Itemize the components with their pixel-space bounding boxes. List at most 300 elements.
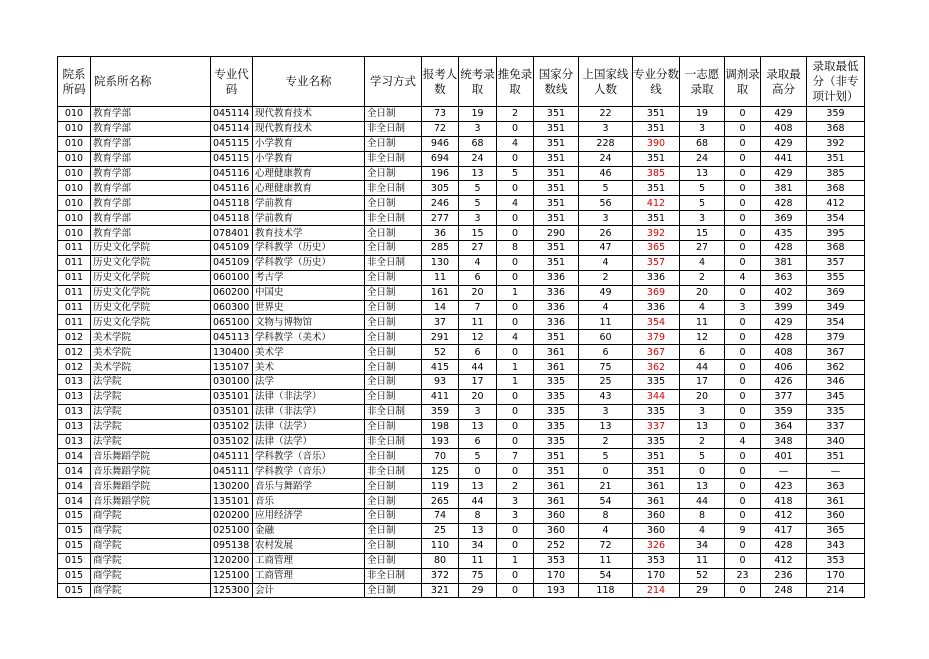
cell-national-line: 360 — [534, 523, 579, 538]
cell-dept-name: 美术学院 — [91, 345, 211, 360]
cell-major-name: 小学教育 — [253, 136, 365, 151]
cell-national-line: 351 — [534, 181, 579, 196]
cell-study-mode: 全日制 — [365, 270, 422, 285]
cell-dept-code: 013 — [58, 434, 91, 449]
cell-dept-code: 011 — [58, 285, 91, 300]
cell-min-score: 345 — [807, 389, 865, 404]
cell-applicants: 305 — [422, 181, 459, 196]
cell-dept-code: 015 — [58, 553, 91, 568]
cell-applicants: 321 — [422, 583, 459, 598]
cell-dept-code: 010 — [58, 151, 91, 166]
cell-major-name: 学科教学（音乐） — [253, 464, 365, 479]
header-dept-code: 院系所码 — [58, 57, 91, 107]
cell-min-score: 367 — [807, 345, 865, 360]
cell-applicants: 277 — [422, 211, 459, 226]
cell-applicants: 73 — [422, 107, 459, 122]
cell-unified-admitted: 11 — [459, 553, 497, 568]
cell-min-score: — — [807, 464, 865, 479]
cell-min-score: 395 — [807, 226, 865, 241]
cell-exempt-admitted: 5 — [497, 166, 534, 181]
cell-max-score: 401 — [761, 449, 807, 464]
cell-study-mode: 全日制 — [365, 107, 422, 122]
cell-first-choice: 2 — [680, 270, 725, 285]
cell-major-name: 小学教育 — [253, 151, 365, 166]
cell-study-mode: 全日制 — [365, 360, 422, 375]
cell-adjusted: 0 — [725, 151, 761, 166]
cell-dept-code: 010 — [58, 121, 91, 136]
cell-study-mode: 全日制 — [365, 241, 422, 256]
cell-exempt-admitted: 4 — [497, 196, 534, 211]
cell-dept-name: 商学院 — [91, 583, 211, 598]
cell-study-mode: 非全日制 — [365, 464, 422, 479]
cell-max-score: 429 — [761, 136, 807, 151]
cell-major-code: 035102 — [211, 419, 253, 434]
cell-dept-code: 015 — [58, 523, 91, 538]
cell-adjusted: 0 — [725, 404, 761, 419]
cell-major-code: 030100 — [211, 375, 253, 390]
cell-exempt-admitted: 0 — [497, 583, 534, 598]
cell-study-mode: 全日制 — [365, 226, 422, 241]
cell-major-name: 世界史 — [253, 300, 365, 315]
cell-study-mode: 全日制 — [365, 553, 422, 568]
cell-major-code: 045115 — [211, 136, 253, 151]
cell-major-line: 336 — [633, 300, 680, 315]
cell-exempt-admitted: 4 — [497, 136, 534, 151]
cell-major-line: 369 — [633, 285, 680, 300]
cell-major-line: 351 — [633, 449, 680, 464]
cell-major-name: 文物与博物馆 — [253, 315, 365, 330]
cell-major-name: 心理健康教育 — [253, 166, 365, 181]
cell-dept-code: 015 — [58, 509, 91, 524]
cell-major-name: 法律（法学） — [253, 434, 365, 449]
table-row — [58, 404, 865, 419]
cell-study-mode: 全日制 — [365, 449, 422, 464]
header-major-code: 专业代码 — [211, 57, 253, 107]
cell-first-choice: 11 — [680, 553, 725, 568]
cell-min-score: 361 — [807, 494, 865, 509]
cell-major-line: 170 — [633, 568, 680, 583]
cell-national-line: 351 — [534, 107, 579, 122]
cell-unified-admitted: 75 — [459, 568, 497, 583]
cell-study-mode: 全日制 — [365, 300, 422, 315]
table-row — [58, 107, 865, 122]
cell-adjusted: 0 — [725, 330, 761, 345]
table-row — [58, 345, 865, 360]
cell-adjusted: 0 — [725, 494, 761, 509]
table-body — [58, 107, 865, 598]
cell-major-name: 心理健康教育 — [253, 181, 365, 196]
cell-major-name: 会计 — [253, 583, 365, 598]
cell-study-mode: 非全日制 — [365, 255, 422, 270]
cell-applicants: 74 — [422, 509, 459, 524]
cell-adjusted: 0 — [725, 553, 761, 568]
cell-major-line: 365 — [633, 241, 680, 256]
cell-major-code: 035101 — [211, 404, 253, 419]
cell-national-line: 252 — [534, 538, 579, 553]
cell-national-line: 170 — [534, 568, 579, 583]
header-national-line: 国家分数线 — [534, 57, 579, 107]
cell-national-line: 336 — [534, 285, 579, 300]
cell-exempt-admitted: 0 — [497, 121, 534, 136]
cell-first-choice: 24 — [680, 151, 725, 166]
cell-major-line: 351 — [633, 181, 680, 196]
cell-max-score: 423 — [761, 479, 807, 494]
cell-unified-admitted: 3 — [459, 121, 497, 136]
cell-min-score: 354 — [807, 315, 865, 330]
cell-major-line: 390 — [633, 136, 680, 151]
cell-dept-code: 010 — [58, 181, 91, 196]
cell-applicants: 130 — [422, 255, 459, 270]
cell-min-score: 351 — [807, 151, 865, 166]
cell-above-line-count: 3 — [579, 404, 633, 419]
cell-first-choice: 34 — [680, 538, 725, 553]
header-applicants: 报考人数 — [422, 57, 459, 107]
cell-adjusted: 4 — [725, 434, 761, 449]
cell-major-code: 060300 — [211, 300, 253, 315]
cell-dept-code: 012 — [58, 345, 91, 360]
cell-major-line: 361 — [633, 479, 680, 494]
cell-dept-code: 010 — [58, 107, 91, 122]
cell-applicants: 694 — [422, 151, 459, 166]
cell-major-name: 法律（非法学） — [253, 389, 365, 404]
cell-major-code: 045111 — [211, 464, 253, 479]
cell-adjusted: 0 — [725, 211, 761, 226]
cell-dept-name: 历史文化学院 — [91, 315, 211, 330]
cell-major-code: 095138 — [211, 538, 253, 553]
cell-major-name: 学前教育 — [253, 196, 365, 211]
cell-major-code: 045113 — [211, 330, 253, 345]
cell-adjusted: 0 — [725, 255, 761, 270]
cell-major-name: 工商管理 — [253, 568, 365, 583]
cell-min-score: 360 — [807, 509, 865, 524]
header-min-score: 录取最低分（非专项计划） — [807, 57, 865, 107]
cell-major-code: 060200 — [211, 285, 253, 300]
cell-first-choice: 2 — [680, 434, 725, 449]
cell-min-score: 365 — [807, 523, 865, 538]
cell-national-line: 335 — [534, 434, 579, 449]
cell-max-score: 429 — [761, 107, 807, 122]
table-row — [58, 538, 865, 553]
cell-major-name: 学科教学（历史） — [253, 255, 365, 270]
cell-min-score: 368 — [807, 241, 865, 256]
cell-above-line-count: 11 — [579, 553, 633, 568]
cell-major-name: 学前教育 — [253, 211, 365, 226]
cell-applicants: 161 — [422, 285, 459, 300]
cell-unified-admitted: 5 — [459, 449, 497, 464]
cell-exempt-admitted: 8 — [497, 241, 534, 256]
cell-exempt-admitted: 0 — [497, 270, 534, 285]
cell-dept-name: 音乐舞蹈学院 — [91, 494, 211, 509]
cell-major-code: 135101 — [211, 494, 253, 509]
cell-max-score: 429 — [761, 315, 807, 330]
cell-national-line: 335 — [534, 375, 579, 390]
cell-first-choice: 19 — [680, 107, 725, 122]
cell-unified-admitted: 27 — [459, 241, 497, 256]
cell-major-line: 351 — [633, 121, 680, 136]
cell-dept-name: 教育学部 — [91, 196, 211, 211]
cell-first-choice: 68 — [680, 136, 725, 151]
cell-national-line: 351 — [534, 211, 579, 226]
cell-dept-name: 音乐舞蹈学院 — [91, 464, 211, 479]
cell-major-code: 045114 — [211, 107, 253, 122]
table-row — [58, 583, 865, 598]
cell-dept-name: 音乐舞蹈学院 — [91, 479, 211, 494]
cell-above-line-count: 6 — [579, 345, 633, 360]
cell-applicants: 246 — [422, 196, 459, 211]
cell-study-mode: 全日制 — [365, 136, 422, 151]
cell-exempt-admitted: 2 — [497, 479, 534, 494]
cell-study-mode: 全日制 — [365, 166, 422, 181]
cell-national-line: 335 — [534, 389, 579, 404]
cell-major-name: 法律（非法学） — [253, 404, 365, 419]
cell-applicants: 11 — [422, 270, 459, 285]
table-row — [58, 285, 865, 300]
cell-applicants: 36 — [422, 226, 459, 241]
table-row — [58, 479, 865, 494]
cell-first-choice: 3 — [680, 121, 725, 136]
cell-dept-code: 013 — [58, 389, 91, 404]
cell-major-line: 367 — [633, 345, 680, 360]
cell-exempt-admitted: 0 — [497, 523, 534, 538]
cell-exempt-admitted: 0 — [497, 345, 534, 360]
cell-exempt-admitted: 0 — [497, 419, 534, 434]
cell-study-mode: 全日制 — [365, 330, 422, 345]
cell-first-choice: 52 — [680, 568, 725, 583]
cell-study-mode: 全日制 — [365, 345, 422, 360]
table-row — [58, 509, 865, 524]
cell-first-choice: 3 — [680, 404, 725, 419]
cell-max-score: 402 — [761, 285, 807, 300]
cell-max-score: 381 — [761, 255, 807, 270]
cell-adjusted: 0 — [725, 196, 761, 211]
cell-applicants: 72 — [422, 121, 459, 136]
cell-min-score: 363 — [807, 479, 865, 494]
cell-unified-admitted: 44 — [459, 494, 497, 509]
table-row — [58, 196, 865, 211]
cell-national-line: 351 — [534, 166, 579, 181]
cell-above-line-count: 56 — [579, 196, 633, 211]
cell-applicants: 265 — [422, 494, 459, 509]
cell-min-score: 346 — [807, 375, 865, 390]
cell-max-score: 377 — [761, 389, 807, 404]
cell-above-line-count: 75 — [579, 360, 633, 375]
cell-first-choice: 11 — [680, 315, 725, 330]
cell-exempt-admitted: 0 — [497, 315, 534, 330]
cell-study-mode: 非全日制 — [365, 151, 422, 166]
cell-national-line: 351 — [534, 151, 579, 166]
cell-major-name: 法学 — [253, 375, 365, 390]
cell-dept-code: 013 — [58, 375, 91, 390]
cell-above-line-count: 13 — [579, 419, 633, 434]
cell-major-code: 130400 — [211, 345, 253, 360]
cell-above-line-count: 11 — [579, 315, 633, 330]
cell-exempt-admitted: 0 — [497, 538, 534, 553]
cell-first-choice: 5 — [680, 196, 725, 211]
cell-major-name: 音乐 — [253, 494, 365, 509]
cell-adjusted: 0 — [725, 449, 761, 464]
cell-major-name: 法律（法学） — [253, 419, 365, 434]
cell-national-line: 361 — [534, 494, 579, 509]
cell-major-code: 125100 — [211, 568, 253, 583]
cell-major-code: 078401 — [211, 226, 253, 241]
cell-national-line: 353 — [534, 553, 579, 568]
cell-national-line: 193 — [534, 583, 579, 598]
cell-first-choice: 44 — [680, 494, 725, 509]
cell-dept-code: 011 — [58, 270, 91, 285]
header-study-mode: 学习方式 — [365, 57, 422, 107]
cell-adjusted: 23 — [725, 568, 761, 583]
cell-dept-code: 015 — [58, 583, 91, 598]
table-row — [58, 181, 865, 196]
cell-max-score: 348 — [761, 434, 807, 449]
header-exempt-admitted: 推免录取 — [497, 57, 534, 107]
cell-min-score: 362 — [807, 360, 865, 375]
cell-dept-name: 法学院 — [91, 375, 211, 390]
cell-unified-admitted: 20 — [459, 389, 497, 404]
cell-above-line-count: 4 — [579, 523, 633, 538]
cell-dept-code: 014 — [58, 449, 91, 464]
cell-first-choice: 15 — [680, 226, 725, 241]
cell-major-name: 应用经济学 — [253, 509, 365, 524]
cell-dept-name: 历史文化学院 — [91, 285, 211, 300]
cell-dept-name: 历史文化学院 — [91, 255, 211, 270]
cell-national-line: 290 — [534, 226, 579, 241]
cell-study-mode: 全日制 — [365, 583, 422, 598]
cell-study-mode: 全日制 — [365, 538, 422, 553]
cell-major-line: 385 — [633, 166, 680, 181]
cell-exempt-admitted: 0 — [497, 404, 534, 419]
cell-exempt-admitted: 1 — [497, 553, 534, 568]
cell-dept-name: 商学院 — [91, 538, 211, 553]
cell-max-score: 412 — [761, 509, 807, 524]
cell-major-line: 362 — [633, 360, 680, 375]
cell-exempt-admitted: 3 — [497, 494, 534, 509]
cell-major-code: 045115 — [211, 151, 253, 166]
cell-adjusted: 3 — [725, 300, 761, 315]
cell-dept-name: 历史文化学院 — [91, 300, 211, 315]
cell-major-code: 135107 — [211, 360, 253, 375]
cell-above-line-count: 72 — [579, 538, 633, 553]
cell-above-line-count: 54 — [579, 494, 633, 509]
cell-major-code: 065100 — [211, 315, 253, 330]
cell-min-score: 359 — [807, 107, 865, 122]
table-row — [58, 315, 865, 330]
header-dept-name: 院系所名称 — [91, 57, 211, 107]
cell-unified-admitted: 13 — [459, 479, 497, 494]
table-row — [58, 255, 865, 270]
cell-major-line: 335 — [633, 375, 680, 390]
cell-major-line: 337 — [633, 419, 680, 434]
cell-major-code: 045118 — [211, 211, 253, 226]
cell-dept-code: 010 — [58, 136, 91, 151]
cell-dept-code: 014 — [58, 494, 91, 509]
cell-min-score: 369 — [807, 285, 865, 300]
cell-exempt-admitted: 0 — [497, 211, 534, 226]
table-row — [58, 226, 865, 241]
cell-applicants: 125 — [422, 464, 459, 479]
cell-min-score: 170 — [807, 568, 865, 583]
table-row — [58, 300, 865, 315]
cell-unified-admitted: 13 — [459, 419, 497, 434]
cell-applicants: 411 — [422, 389, 459, 404]
cell-max-score: 418 — [761, 494, 807, 509]
cell-above-line-count: 21 — [579, 479, 633, 494]
cell-major-code: 045111 — [211, 449, 253, 464]
table-row — [58, 270, 865, 285]
cell-dept-code: 013 — [58, 404, 91, 419]
cell-exempt-admitted: 2 — [497, 107, 534, 122]
cell-major-name: 音乐与舞蹈学 — [253, 479, 365, 494]
cell-national-line: 361 — [534, 345, 579, 360]
cell-max-score: 248 — [761, 583, 807, 598]
cell-exempt-admitted: 0 — [497, 181, 534, 196]
cell-first-choice: 20 — [680, 285, 725, 300]
cell-above-line-count: 228 — [579, 136, 633, 151]
cell-max-score: 369 — [761, 211, 807, 226]
cell-above-line-count: 5 — [579, 181, 633, 196]
cell-national-line: 351 — [534, 121, 579, 136]
cell-min-score: 349 — [807, 300, 865, 315]
cell-exempt-admitted: 0 — [497, 300, 534, 315]
cell-first-choice: 13 — [680, 419, 725, 434]
cell-first-choice: 8 — [680, 509, 725, 524]
cell-national-line: 351 — [534, 449, 579, 464]
cell-applicants: 285 — [422, 241, 459, 256]
cell-study-mode: 全日制 — [365, 389, 422, 404]
cell-min-score: 355 — [807, 270, 865, 285]
cell-first-choice: 12 — [680, 330, 725, 345]
table-row — [58, 211, 865, 226]
cell-adjusted: 0 — [725, 345, 761, 360]
table-row — [58, 151, 865, 166]
cell-major-name: 教育技术学 — [253, 226, 365, 241]
cell-applicants: 372 — [422, 568, 459, 583]
cell-max-score: 406 — [761, 360, 807, 375]
cell-unified-admitted: 6 — [459, 434, 497, 449]
table-row — [58, 568, 865, 583]
cell-min-score: 368 — [807, 121, 865, 136]
cell-applicants: 25 — [422, 523, 459, 538]
cell-above-line-count: 2 — [579, 434, 633, 449]
cell-unified-admitted: 44 — [459, 360, 497, 375]
cell-dept-name: 商学院 — [91, 568, 211, 583]
cell-above-line-count: 47 — [579, 241, 633, 256]
cell-applicants: 93 — [422, 375, 459, 390]
cell-dept-name: 教育学部 — [91, 226, 211, 241]
cell-max-score: 408 — [761, 121, 807, 136]
cell-first-choice: 3 — [680, 211, 725, 226]
cell-adjusted: 0 — [725, 136, 761, 151]
cell-min-score: 379 — [807, 330, 865, 345]
cell-national-line: 335 — [534, 419, 579, 434]
cell-unified-admitted: 3 — [459, 404, 497, 419]
cell-first-choice: 4 — [680, 300, 725, 315]
cell-dept-name: 法学院 — [91, 419, 211, 434]
header-unified-admitted: 统考录取 — [459, 57, 497, 107]
cell-dept-name: 商学院 — [91, 553, 211, 568]
cell-unified-admitted: 20 — [459, 285, 497, 300]
cell-national-line: 360 — [534, 509, 579, 524]
cell-adjusted: 0 — [725, 583, 761, 598]
cell-major-line: 214 — [633, 583, 680, 598]
cell-major-code: 025100 — [211, 523, 253, 538]
cell-national-line: 351 — [534, 330, 579, 345]
cell-adjusted: 0 — [725, 375, 761, 390]
table-row — [58, 434, 865, 449]
cell-first-choice: 0 — [680, 464, 725, 479]
cell-major-code: 045109 — [211, 255, 253, 270]
cell-above-line-count: 24 — [579, 151, 633, 166]
